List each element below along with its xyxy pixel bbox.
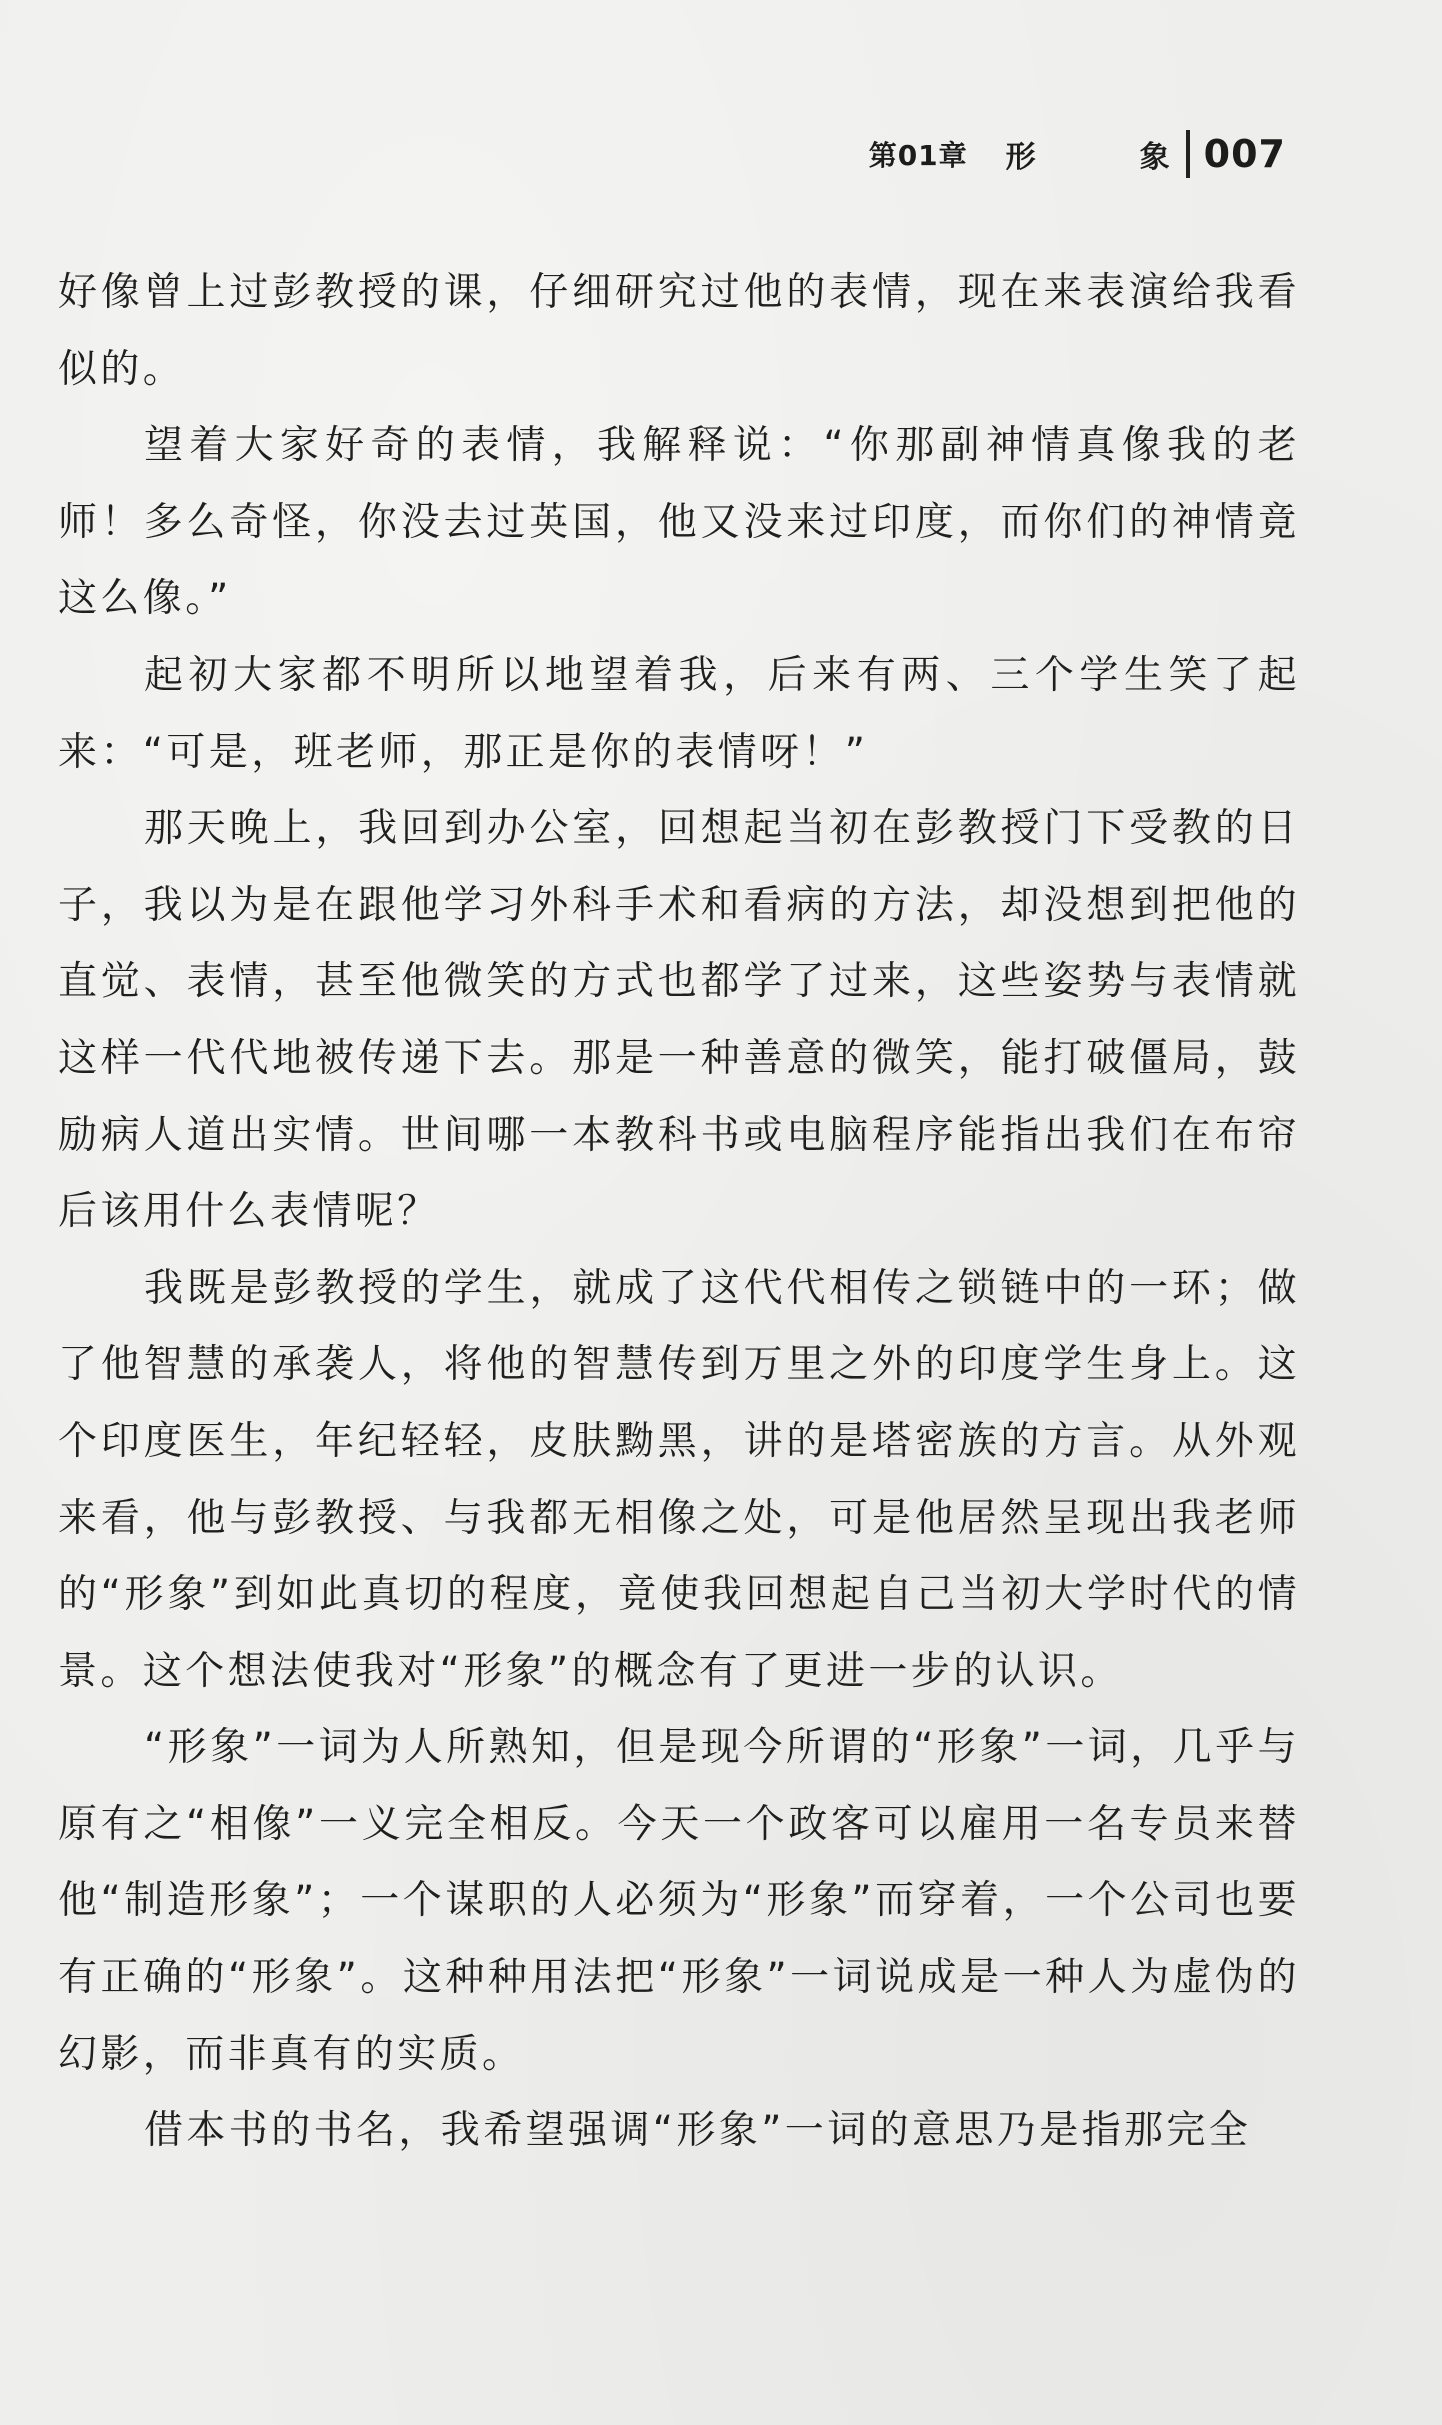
- page-number: 007: [1203, 132, 1286, 176]
- chapter-title-char-1: 形: [1005, 140, 1036, 175]
- paragraph-7: 借本书的书名，我希望强调“形象”一词的意思乃是指那完全: [144, 2108, 1252, 2154]
- paragraph-4: 那天晚上，我回到办公室，回想起当初在彭教授门下受教的日子，我以为是在跟他学习外科手术和看病的方法，却没想到把他的直觉、表情，甚至他微笑的方式也都学了过来，这些姿势与表情就这样一代代地被传递下去。那是一种善意的微笑，能打破僵局，鼓励病人道出实情。世间哪一本教科书或电脑程序能指出我们在布帘后该用什么表情呢？: [58, 806, 1300, 1235]
- chapter-title: [1006, 132, 1170, 176]
- header-divider: [1186, 130, 1190, 178]
- chapter-label: 第01章: [868, 139, 968, 172]
- paragraph-6: “形象”一词为人所熟知，但是现今所谓的“形象”一词，几乎与原有之“相像”一义完全相反。今天一个政客可以雇用一名专员来替他“制造形象”；一个谋职的人必须为“形象”而穿着，一个公司也要有正确的“形象”。这种种用法把“形象”一词说成是一种人为虚伪的幻影，而非真有的实质。: [58, 1725, 1300, 2077]
- paragraph-5: 我既是彭教授的学生，就成了这代代相传之锁链中的一环；做了他智慧的承袭人，将他的智慧传到万里之外的印度学生身上。这个印度医生，年纪轻轻，皮肤黝黑，讲的是塔密族的方言。从外观来看，他与彭教授、与我都无相像之处，可是他居然呈现出我老师的“形象”到如此真切的程度，竟使我回想起自己当初大学时代的情景。这个想法使我对“形象”的概念有了更进一步的认识。: [58, 1265, 1300, 1694]
- paragraph-3: 起初大家都不明所以地望着我，后来有两、三个学生笑了起来：“可是，班老师，那正是你的表情呀！”: [58, 652, 1300, 775]
- paragraph-2: 望着大家好奇的表情，我解释说：“你那副神情真像我的老师！多么奇怪，你没去过英国，他又没来过印度，而你们的神情竟这么像。”: [58, 423, 1300, 622]
- body-text: [58, 255, 1300, 2170]
- running-header: [869, 126, 1286, 182]
- chapter-title-char-2: 象: [1139, 140, 1170, 175]
- paragraph-1: 好像曾上过彭教授的课，仔细研究过他的表情，现在来表演给我看似的。: [58, 270, 1300, 392]
